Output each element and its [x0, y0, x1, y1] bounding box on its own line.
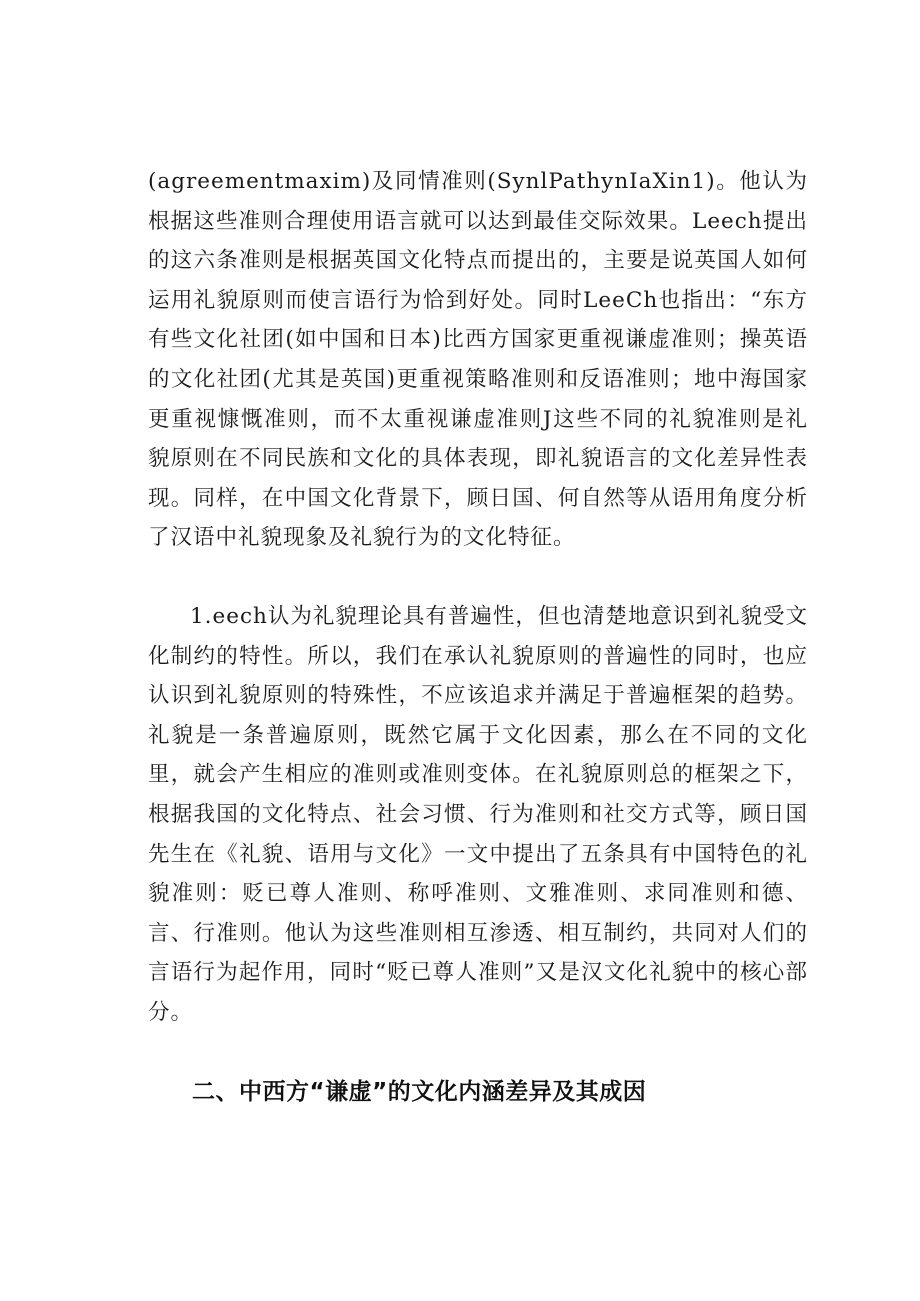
body-paragraph: 1.eech认为礼貌理论具有普遍性，但也清楚地意识到礼貌受文化制约的特性。所以，我们在承认礼貌原则的普遍性的同时，也应认识到礼貌原则的特殊性，不应该追求并满足于普遍框架的趋势。礼貌是一条普遍原则，既然它属于文化因素，那么在不同的文化里，就会产生相应的准则或准则变体。在礼貌原则总的框架之下，根据我国的文化特点、社会习惯、行为准则和社交方式等，顾日国先生在《礼貌、语用与文化》一文中提出了五条具有中国特色的礼貌准则：贬已尊人准则、称呼准则、文雅准则、求同准则和德、言、行准则。他认为这些准则相互渗透、相互制约，共同对人们的言语行为起作用，同时“贬已尊人准则”又是汉文化礼貌中的核心部分。	[148, 604, 808, 1025]
section-heading: 二、中西方“谦虚”的文化内涵差异及其成因	[192, 1079, 647, 1105]
body-paragraph: (agreementmaxim)及同情准则(SynlPathynIaXin1)。他认为根据这些准则合理使用语言就可以达到最佳交际效果。Leech提出的这六条准则是根据英国文化特点而提出的，主要是说英国人如何运用礼貌原则而使言语行为恰到好处。同时LeeCh也指出：“东方有些文化社团(如中国和日本)比西方国家更重视谦虚准则；操英语的文化社团(尤其是英国)更重视策略准则和反语准则；地中海国家更重视慷慨准则，而不太重视谦虚准则J这些不同的礼貌准则是礼貌原则在不同民族和文化的具体表现，即礼貌语言的文化差异性表现。同样，在中国文化背景下，顾日国、何自然等从语用角度分析了汉语中礼貌现象及礼貌行为的文化特征。	[148, 169, 808, 551]
